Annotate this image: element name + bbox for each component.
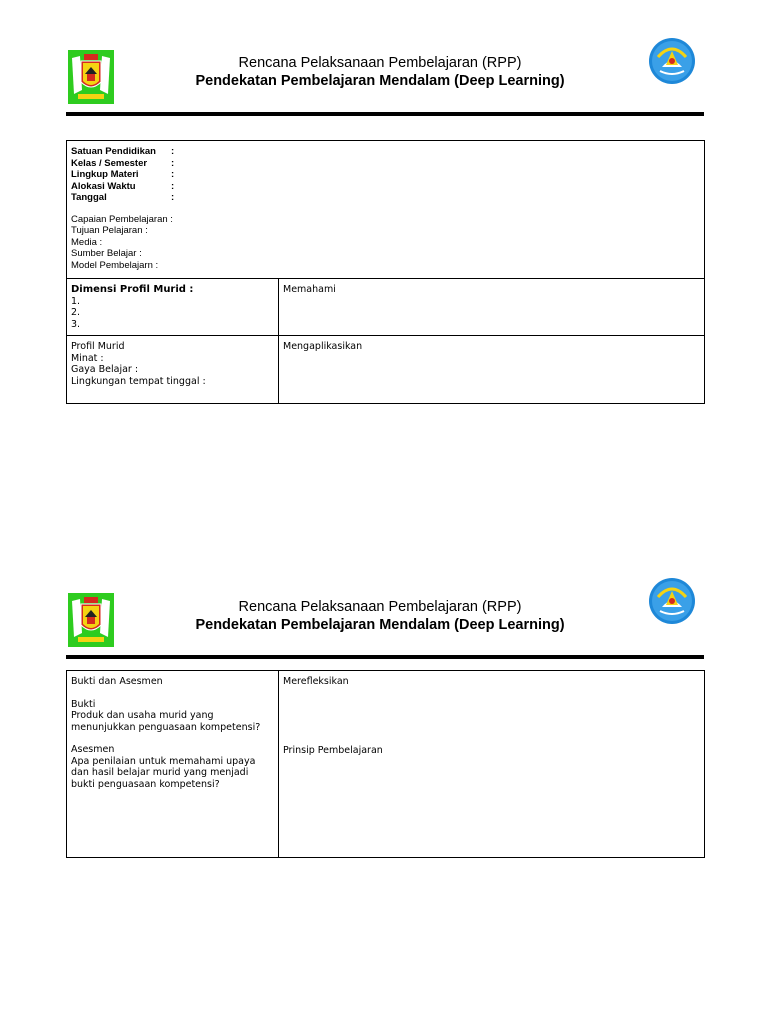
field-kelas-semester (71, 158, 700, 170)
document-title (150, 54, 610, 90)
rpp-identity-table (66, 140, 705, 404)
bukti-text: Produk dan usaha murid yang (71, 710, 214, 721)
rpp-assessment-table (66, 670, 705, 858)
bukti-asesmen-cell (67, 671, 279, 858)
field-label: Tanggal (71, 192, 107, 203)
field-colon: : (171, 180, 175, 192)
memahami-cell (279, 279, 705, 336)
asesmen-text: dan hasil belajar murid yang menjadi (71, 767, 249, 778)
field-lingkup-materi (71, 169, 700, 181)
field-label: Kelas / Semester (71, 157, 148, 169)
title-line-1: Rencana Pelaksanaan Pembelajaran (RPP) (238, 599, 522, 615)
dimensi-profil-cell (67, 279, 279, 336)
dimensi-profil-title: Dimensi Profil Murid : (71, 284, 194, 295)
tut-wuri-handayani-logo-icon (648, 37, 696, 85)
media: Media : (71, 236, 103, 248)
merefleksikan-label: Merefleksikan (283, 676, 349, 687)
title-line-2: Pendekatan Pembelajaran Mendalam (Deep Learning) (195, 73, 565, 89)
profil-murid-label: Profil Murid (71, 341, 125, 352)
header-rule (66, 112, 704, 116)
school-shield-logo-icon (68, 50, 114, 104)
sumber-belajar: Sumber Belajar : (71, 248, 142, 259)
model-pembelajaran: Model Pembelajarn : (71, 259, 159, 271)
field-colon: : (171, 192, 175, 203)
asesmen-label: Asesmen (71, 744, 115, 755)
field-label: Alokasi Waktu (71, 180, 136, 192)
profil-murid-cell (67, 336, 279, 404)
tut-wuri-handayani-logo-icon (648, 577, 696, 625)
school-shield-logo-icon (68, 593, 114, 647)
dimensi-item: 3. (71, 318, 81, 330)
field-tanggal (71, 192, 700, 204)
dimensi-item: 2. (71, 307, 81, 318)
field-label: Satuan Pendidikan (71, 146, 156, 157)
field-colon: : (171, 169, 175, 180)
asesmen-text: bukti penguasaan kompetensi? (71, 778, 220, 790)
gaya-belajar-label: Gaya Belajar : (71, 364, 139, 375)
field-satuan-pendidikan (71, 146, 700, 158)
bukti-text: menunjukkan penguasaan kompetensi? (71, 721, 261, 733)
lingkungan-label: Lingkungan tempat tinggal : (71, 375, 206, 387)
field-label: Lingkup Materi (71, 169, 139, 180)
page1-header (0, 38, 768, 98)
mengaplikasikan-label: Mengaplikasikan (283, 341, 363, 352)
dimensi-item: 1. (71, 295, 81, 307)
document-title (150, 598, 610, 634)
tujuan-pelajaran: Tujuan Pelajaran : (71, 225, 148, 236)
bukti-label: Bukti (71, 698, 96, 710)
memahami-label: Memahami (283, 284, 336, 295)
title-line-1: Rencana Pelaksanaan Pembelajaran (RPP) (238, 55, 522, 71)
page2-header (0, 580, 768, 640)
field-alokasi-waktu (71, 181, 700, 193)
field-colon: : (171, 157, 175, 169)
title-line-2: Pendekatan Pembelajaran Mendalam (Deep Learning) (195, 617, 565, 633)
field-colon: : (171, 146, 175, 157)
header-rule (66, 655, 704, 659)
identity-cell (67, 141, 705, 279)
mengaplikasikan-cell (279, 336, 705, 404)
capaian-pembelajaran: Capaian Pembelajaran : (71, 213, 173, 225)
bukti-asesmen-title: Bukti dan Asesmen (71, 676, 163, 687)
prinsip-pembelajaran-label: Prinsip Pembelajaran (283, 744, 383, 756)
merefleksikan-cell (279, 671, 705, 858)
minat-label: Minat : (71, 352, 104, 364)
asesmen-text: Apa penilaian untuk memahami upaya (71, 755, 256, 767)
